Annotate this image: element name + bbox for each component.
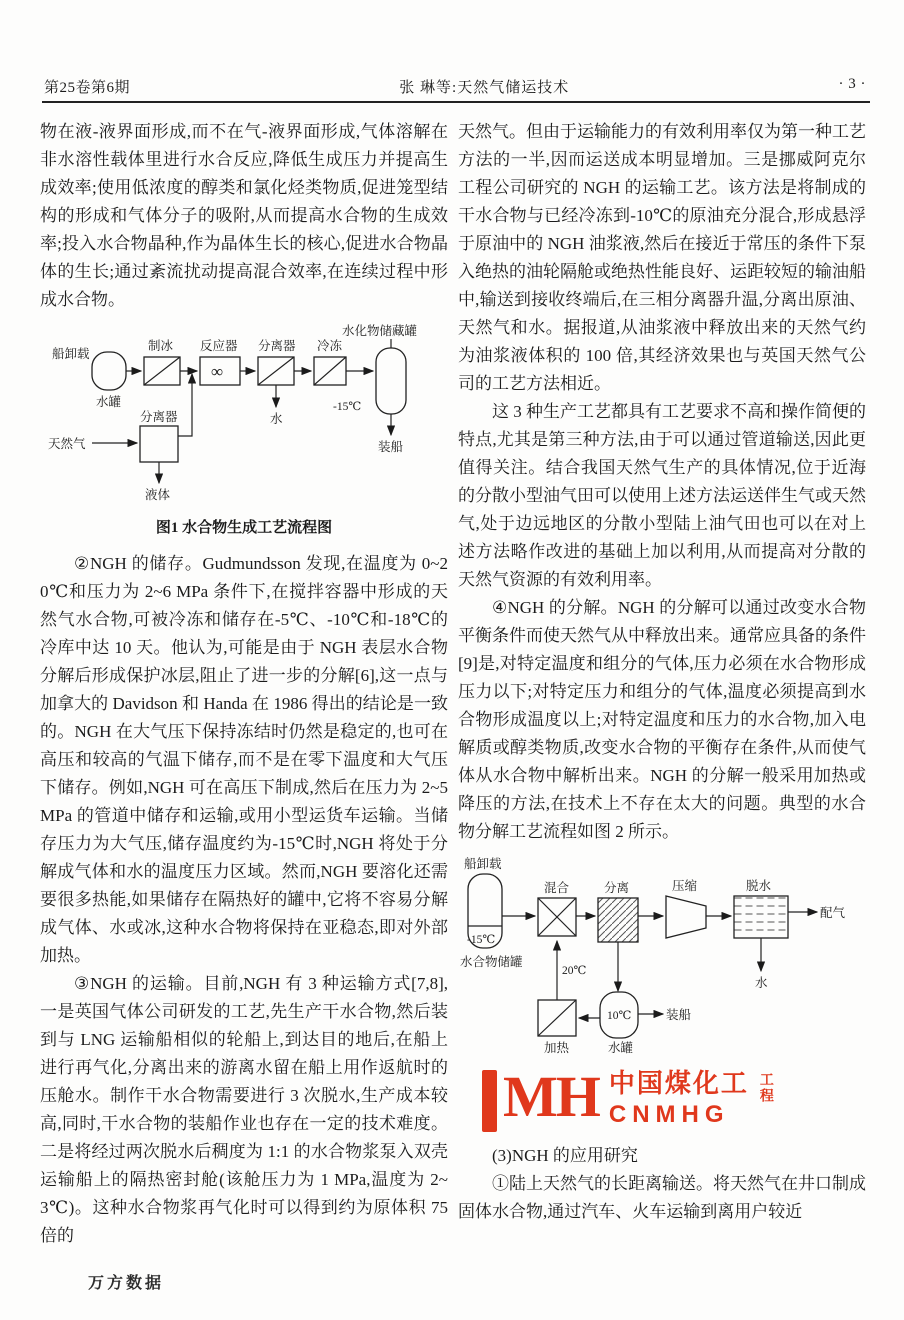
- watermark-line1: 中国煤化工: [608, 1069, 749, 1098]
- left-column: [40, 118, 448, 1250]
- fig2-separator-label: 分离: [604, 881, 630, 895]
- fig1-separator-top-label: 分离器: [258, 339, 296, 353]
- fig2-dehydrator-label: 脱水: [746, 879, 772, 893]
- fig2-separator-fill: [598, 898, 638, 942]
- figure-1-diagram: [40, 322, 446, 514]
- fig1-natural-gas-label: 天然气: [48, 437, 86, 451]
- figure-1-caption: 图1 水合物生成工艺流程图: [155, 520, 333, 536]
- journal-volume-issue: 第25卷第6期: [44, 80, 131, 96]
- figure-1: [40, 322, 448, 540]
- watermark-line2: CNMHG: [608, 1101, 730, 1128]
- fig1-temp-label: -15℃: [333, 401, 362, 413]
- watermark-text: [609, 1068, 749, 1130]
- heading-application: (3)NGH 的应用研究: [492, 1146, 638, 1165]
- paragraph-three-methods: 这 3 种生产工艺都具有工艺要求不高和操作简便的特点,尤其是第三种方法,由于可以通过管道输送,因此更值得关注。结合我国天然气生产的具体情况,位于近海的分散小型油气田可以使用上述方法运送伴生气或天然气,处于边远地区的分散小型陆上油气田也可以在对上述方法略作改进的基础上加以利用,从而提高对分散的天然气资源的有效利用率。: [458, 402, 866, 589]
- fig2-compressor-shape: [666, 896, 706, 938]
- fig1-reactor-symbol: ∞: [211, 362, 224, 381]
- fig2-mixer-label: 混合: [544, 881, 570, 895]
- fig1-liquid-label: 液体: [145, 488, 171, 502]
- fig2-hydrate-tank-label: 水合物储罐: [460, 955, 523, 969]
- fig1-separator-bottom-label: 分离器: [140, 410, 178, 424]
- fig2-temp-minus15-label: -15℃: [467, 934, 496, 946]
- fig2-ship-unload-label: 船卸载: [464, 857, 502, 871]
- fig1-separator-diagonal: [258, 357, 294, 385]
- fig1-chiller-label: 冷冻: [317, 339, 343, 353]
- watermark-logo: MH: [503, 1064, 599, 1129]
- fig1-separator-bottom-box: [140, 426, 178, 462]
- fig1-water-label: 水: [270, 412, 283, 426]
- figure-2: [458, 854, 866, 1062]
- fig2-water-tank-label: 水罐: [608, 1041, 634, 1055]
- paragraph-application: ①陆上天然气的长距离输送。将天然气在井口制成固体水合物,通过汽车、火车运输到离用户较近: [458, 1174, 866, 1221]
- fig1-reactor-label: 反应器: [200, 339, 238, 353]
- fig2-dehydrator-fill: [734, 896, 788, 938]
- fig2-heater-diagonal: [538, 1000, 576, 1036]
- fig2-heater-label: 加热: [544, 1041, 570, 1055]
- fig2-temp-20-label: 20℃: [562, 965, 587, 977]
- cnmhg-watermark: [482, 1066, 866, 1140]
- fig1-ship-unload-label: 船卸载: [52, 347, 90, 361]
- fig1-storage-tank: [376, 348, 406, 414]
- fig1-ship-load-label: 装船: [378, 440, 404, 454]
- watermark-bar: [482, 1070, 497, 1132]
- header-rule: [42, 101, 870, 103]
- wanfang-data-mark: 万方数据: [88, 1275, 165, 1292]
- fig1-ice-maker-label: 制冰: [148, 339, 174, 353]
- fig1-hydrate-storage-label: 水化物储藏罐: [342, 324, 418, 338]
- running-title: 张 琳等:天然气储运技术: [399, 80, 570, 96]
- paragraph-ngh-decomposition: ④NGH 的分解。NGH 的分解可以通过改变水合物平衡条件而使天然气从中释放出来。通常应具备的条件[9]是,对特定温度和组分的气体,压力必须在水合物形成压力以下;对特定压力和组分的气体,温度必须提高到水合物形成温度以上;对特定温度和压力的水合物,加入电解质或醇类物质,改变水合物的平衡存在条件,从而使气体从水合物中解析出来。NGH 的分解一般采用加热或降压的方法,在技术上不存在太大的问题。典型的水合物分解工艺流程如图 2 所示。: [458, 598, 866, 841]
- right-column: [458, 118, 866, 1226]
- fig1-chiller-diagonal: [314, 357, 346, 385]
- watermark-side-text: 工程: [757, 1072, 773, 1104]
- fig2-gas-out-label: 配气: [820, 906, 846, 920]
- fig2-temp-10-label: 10℃: [607, 1010, 632, 1022]
- paragraph-ngh-transport: ③NGH 的运输。目前,NGH 有 3 种运输方式[7,8],一是英国气体公司研发的工艺,先生产干水合物,然后装到与 LNG 运输船相似的轮船上,到达目的地后,在船上进行再气化,分离出来的游离水留在船上用作返航时的压舱水。制作干水合物需要进行 3 次脱水,生产成本较高,同时,干水合物的装船作业也存在一定的技术难度。二是将经过两次脱水后稠度为 1:1 的水合物浆泵入双壳运输船上的隔热密封舱(该舱压力为 1 MPa,温度为 2~3℃)。这种水合物浆再气化时可以得到约为原体积 75 倍的: [40, 974, 448, 1245]
- fig1-water-tank-label: 水罐: [96, 395, 122, 409]
- figure-2-diagram: [458, 854, 866, 1062]
- fig1-water-tank: [92, 352, 126, 390]
- paragraph-continuation-right: 天然气。但由于运输能力的有效利用率仅为第一种工艺方法的一半,因而运送成本明显增加。三是挪威阿克尔工程公司研究的 NGH 的运输工艺。该方法是将制成的干水合物与已经冷冻到-10℃的原油充分混合,形成悬浮于原油中的 NGH 油浆液,然后在接近于常压的条件下泵入绝热的油轮隔舱或绝热性能良好、运距较短的输油船中,输送到接收终端后,在三相分离器升温,分离出原油、天然气和水。据报道,从油浆液中释放出来的天然气约为油浆液体积的 100 倍,其经济效果也与英国天然气公司的工艺方法相近。: [458, 122, 866, 393]
- page-header: [44, 76, 866, 97]
- fig2-ship-load-label: 装船: [666, 1008, 692, 1022]
- paragraph-continuation-left: 物在液-液界面形成,而不在气-液界面形成,气体溶解在非水溶性载体里进行水合反应,降低生成压力并提高生成效率;使用低浓度的醇类和氯化烃类物质,促进笼型结构的形成和气体分子的吸附,从而提高水合物的生成效率;投入水合物晶种,作为晶体生长的核心,促进水合物晶体的生长;通过紊流扰动提高混合效率,在连续过程中形成水合物。: [40, 122, 448, 309]
- fig2-compressor-label: 压缩: [672, 879, 698, 893]
- paragraph-ngh-storage: ②NGH 的储存。Gudmundsson 发现,在温度为 0~20℃和压力为 2~6 MPa 条件下,在搅拌容器中形成的天然气水合物,可被冷冻和储存在-5℃、-10℃和-18℃的冷库中达 10 天。他认为,可能是由于 NGH 表层水合物分解后形成保护冰层,阻止了进一步的分解[6],这一点与加拿大的 Davidson 和 Handa 在 1986 得出的结论是一致的。NGH 在大气压下保持冻结时仍然是稳定的,也可在高压和较高的气温下储存,而不是在零下温度和大气压下储存。例如,NGH 可在高压下制成,然后在压力为 2~5 MPa 的管道中储存和运输,或用小型运货车运输。当储存压力为大气压,储存温度约为-15℃时,NGH 将处于分解成气体和水的温度压力区域。然而,NGH 要溶化还需要很多热能,如果储存在隔热好的罐中,它将不容易分解成气体、水或冰,这种水合物将保持在亚稳态,即对外部加热。: [40, 554, 448, 965]
- fig2-water-label: 水: [755, 976, 768, 990]
- page-number: · 3 ·: [838, 76, 866, 92]
- fig1-ice-maker-diagonal: [144, 357, 180, 385]
